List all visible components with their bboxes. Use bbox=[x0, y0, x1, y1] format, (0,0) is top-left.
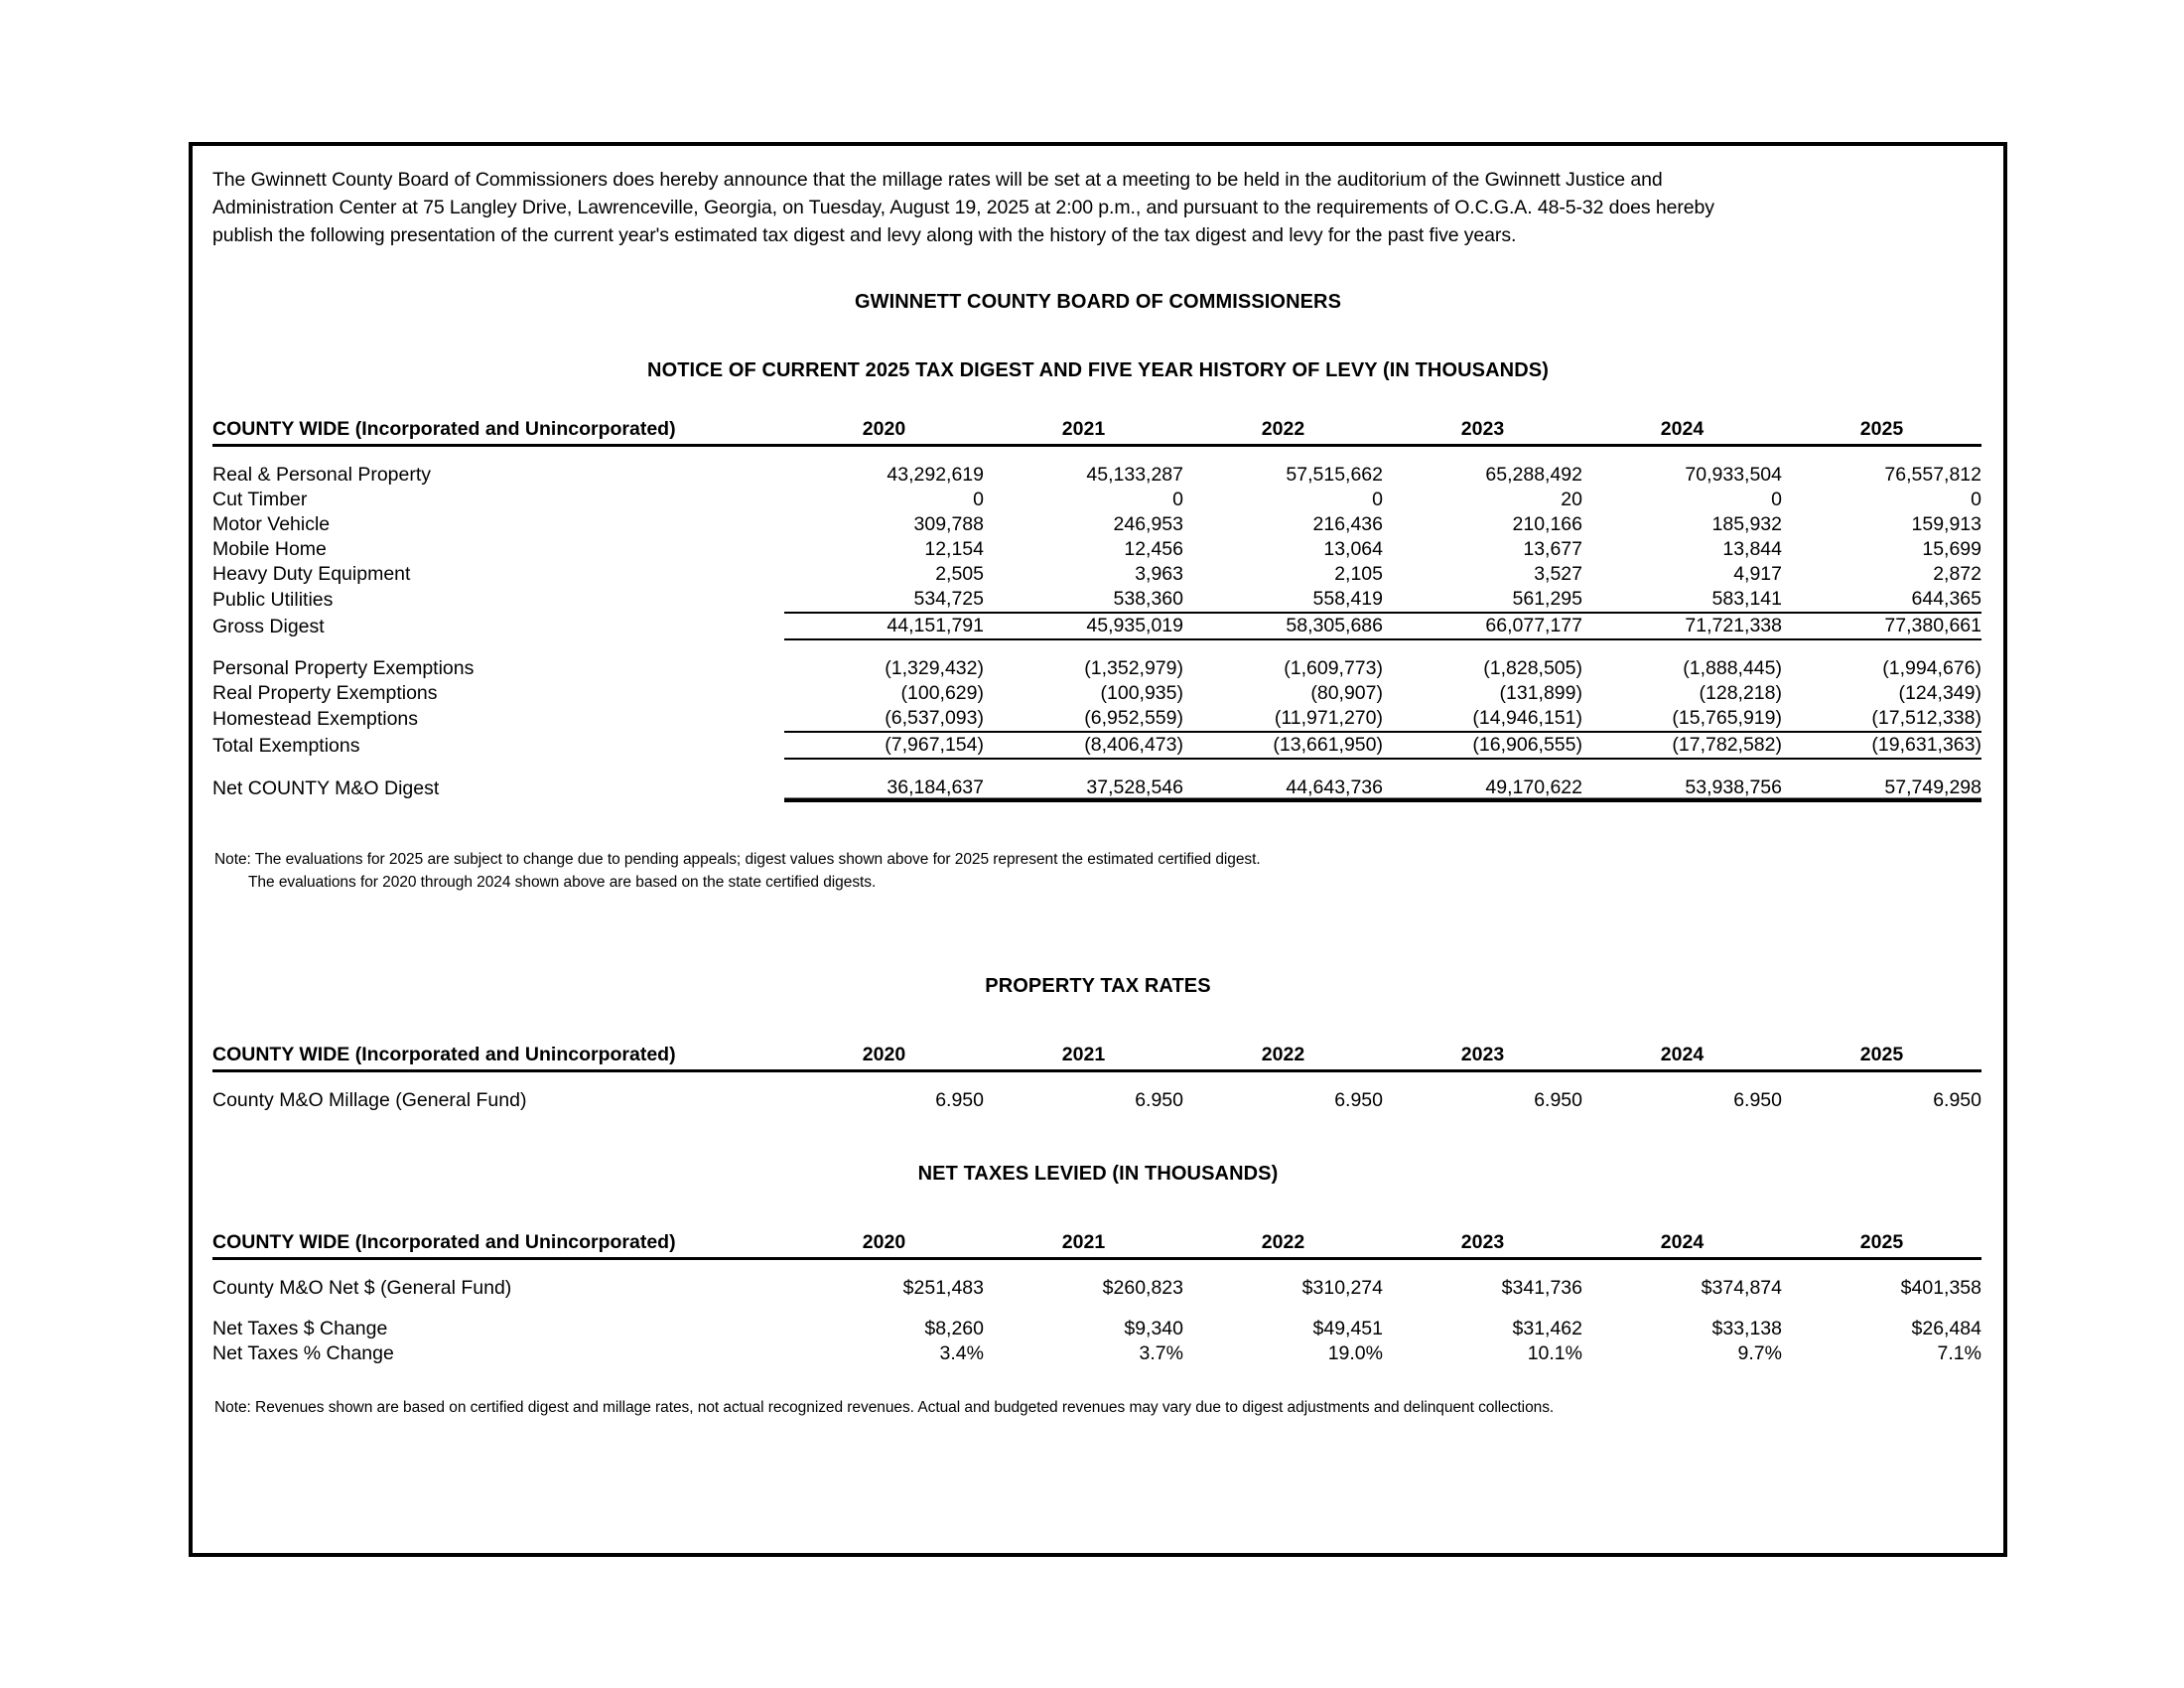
cell-heavy-duty-2022: 2,105 bbox=[1334, 563, 1383, 585]
row-label-real-personal-property: Real & Personal Property bbox=[212, 464, 432, 486]
cell-motor-vehicle-2020: 309,788 bbox=[913, 513, 984, 535]
cell-mobile-home-2024: 13,844 bbox=[1722, 538, 1782, 560]
cell-net-dollars-2024: $374,874 bbox=[1701, 1277, 1782, 1299]
cell-public-utilities-2025: 644,365 bbox=[1782, 587, 1981, 613]
cell-millage-2025: 6.950 bbox=[1933, 1089, 1981, 1111]
levy-header-year-2023: 2023 bbox=[1383, 1229, 1582, 1259]
property-tax-rates-table bbox=[212, 1042, 1981, 1113]
levy-header-year-2021: 2021 bbox=[984, 1229, 1183, 1259]
digest-header-year-2023: 2023 bbox=[1383, 416, 1582, 446]
cell-gross-digest-2022: 58,305,686 bbox=[1183, 613, 1383, 639]
cell-percent-change-2023: 10.1% bbox=[1527, 1342, 1582, 1364]
cell-gross-digest-2025: 77,380,661 bbox=[1782, 613, 1981, 639]
intro-line-1: The Gwinnett County Board of Commissioners does hereby announce that the millage rates will be set at a meeting to be held in the auditorium of the Gwinnett Justice and bbox=[212, 169, 1663, 191]
row-label-motor-vehicle: Motor Vehicle bbox=[212, 513, 331, 535]
table-row bbox=[212, 512, 1981, 537]
digest-header-year-2024: 2024 bbox=[1582, 416, 1782, 446]
cell-dollar-change-2022: $49,451 bbox=[1312, 1318, 1383, 1339]
rates-header-year-2025: 2025 bbox=[1782, 1042, 1981, 1071]
cell-cut-timber-2024: 0 bbox=[1771, 489, 1782, 510]
digest-table-header-row bbox=[212, 416, 1981, 446]
cell-pp-exempt-2021: (1,352,979) bbox=[1084, 657, 1183, 679]
cell-pp-exempt-2023: (1,828,505) bbox=[1483, 657, 1582, 679]
digest-note bbox=[203, 848, 1993, 894]
table-row-net-digest bbox=[212, 775, 1981, 801]
rates-table-header-row bbox=[212, 1042, 1981, 1071]
row-label-net-county-mo-digest: Net COUNTY M&O Digest bbox=[212, 777, 440, 799]
row-label-total-exemptions: Total Exemptions bbox=[212, 735, 360, 757]
cell-rp-exempt-2020: (100,629) bbox=[900, 682, 984, 704]
heading-board-of-commissioners: GWINNETT COUNTY BOARD OF COMMISSIONERS bbox=[854, 291, 1342, 313]
row-label-net-taxes-percent-change: Net Taxes % Change bbox=[212, 1342, 394, 1364]
cell-hs-exempt-2022: (11,971,270) bbox=[1183, 706, 1383, 732]
cell-net-digest-2023: 49,170,622 bbox=[1383, 775, 1582, 801]
cell-real-personal-2021: 45,133,287 bbox=[1086, 464, 1183, 486]
cell-rp-exempt-2023: (131,899) bbox=[1499, 682, 1582, 704]
cell-net-dollars-2023: $341,736 bbox=[1501, 1277, 1582, 1299]
tax-digest-table bbox=[212, 416, 1981, 802]
cell-hs-exempt-2024: (15,765,919) bbox=[1582, 706, 1782, 732]
tax-digest-notice-document bbox=[189, 142, 2007, 1557]
cell-pp-exempt-2024: (1,888,445) bbox=[1683, 657, 1782, 679]
cell-total-exempt-2021: (8,406,473) bbox=[984, 732, 1183, 759]
table-row bbox=[212, 681, 1981, 706]
cell-percent-change-2021: 3.7% bbox=[1139, 1342, 1183, 1364]
table-row bbox=[212, 463, 1981, 488]
levy-header-label: COUNTY WIDE (Incorporated and Unincorporated) bbox=[212, 1229, 784, 1259]
intro-line-3: publish the following presentation of the current year's estimated tax digest and levy along with the history of the tax digest and levy for the past five years. bbox=[212, 224, 1517, 246]
table-row bbox=[212, 706, 1981, 732]
cell-public-utilities-2020: 534,725 bbox=[784, 587, 984, 613]
levy-note bbox=[203, 1396, 1993, 1419]
rates-header-label: COUNTY WIDE (Incorporated and Unincorporated) bbox=[212, 1042, 784, 1071]
digest-header-year-2020: 2020 bbox=[784, 416, 984, 446]
heading-notice-title: NOTICE OF CURRENT 2025 TAX DIGEST AND FIVE YEAR HISTORY OF LEVY (IN THOUSANDS) bbox=[647, 359, 1549, 381]
rates-header-year-2023: 2023 bbox=[1383, 1042, 1582, 1071]
cell-motor-vehicle-2024: 185,932 bbox=[1711, 513, 1782, 535]
cell-cut-timber-2022: 0 bbox=[1372, 489, 1383, 510]
cell-net-dollars-2022: $310,274 bbox=[1301, 1277, 1383, 1299]
digest-header-year-2025: 2025 bbox=[1782, 416, 1981, 446]
cell-millage-2020: 6.950 bbox=[935, 1089, 984, 1111]
table-row-gross-digest bbox=[212, 613, 1981, 639]
cell-cut-timber-2023: 20 bbox=[1561, 489, 1582, 510]
levy-header-year-2025: 2025 bbox=[1782, 1229, 1981, 1259]
cell-hs-exempt-2025: (17,512,338) bbox=[1782, 706, 1981, 732]
table-row-percent-change bbox=[212, 1341, 1981, 1366]
cell-millage-2024: 6.950 bbox=[1733, 1089, 1782, 1111]
table-row-total-exemptions bbox=[212, 732, 1981, 759]
cell-dollar-change-2024: $33,138 bbox=[1711, 1318, 1782, 1339]
levy-header-year-2022: 2022 bbox=[1183, 1229, 1383, 1259]
cell-net-digest-2025: 57,749,298 bbox=[1782, 775, 1981, 801]
cell-dollar-change-2021: $9,340 bbox=[1124, 1318, 1183, 1339]
cell-heavy-duty-2025: 2,872 bbox=[1933, 563, 1981, 585]
heading-net-taxes-levied: NET TAXES LEVIED (IN THOUSANDS) bbox=[917, 1163, 1279, 1185]
cell-heavy-duty-2023: 3,527 bbox=[1534, 563, 1582, 585]
row-label-homestead-exemptions: Homestead Exemptions bbox=[212, 708, 419, 730]
cell-net-dollars-2025: $401,358 bbox=[1900, 1277, 1981, 1299]
cell-rp-exempt-2024: (128,218) bbox=[1699, 682, 1782, 704]
cell-real-personal-2020: 43,292,619 bbox=[887, 464, 984, 486]
row-label-mobile-home: Mobile Home bbox=[212, 538, 327, 560]
cell-net-digest-2022: 44,643,736 bbox=[1183, 775, 1383, 801]
net-taxes-levied-table bbox=[212, 1229, 1981, 1366]
row-label-county-mo-net-dollars: County M&O Net $ (General Fund) bbox=[212, 1277, 512, 1299]
digest-header-label: COUNTY WIDE (Incorporated and Unincorporated) bbox=[212, 416, 784, 446]
cell-hs-exempt-2021: (6,952,559) bbox=[984, 706, 1183, 732]
cell-heavy-duty-2020: 2,505 bbox=[935, 563, 984, 585]
cell-dollar-change-2023: $31,462 bbox=[1512, 1318, 1582, 1339]
cell-percent-change-2025: 7.1% bbox=[1937, 1342, 1981, 1364]
digest-note-line-2: The evaluations for 2020 through 2024 shown above are based on the state certified digests. bbox=[248, 874, 877, 891]
cell-dollar-change-2020: $8,260 bbox=[924, 1318, 984, 1339]
table-row bbox=[212, 562, 1981, 587]
cell-cut-timber-2025: 0 bbox=[1971, 489, 1981, 510]
rates-header-year-2022: 2022 bbox=[1183, 1042, 1383, 1071]
cell-gross-digest-2020: 44,151,791 bbox=[784, 613, 984, 639]
cell-total-exempt-2023: (16,906,555) bbox=[1383, 732, 1582, 759]
cell-pp-exempt-2022: (1,609,773) bbox=[1284, 657, 1383, 679]
cell-real-personal-2022: 57,515,662 bbox=[1286, 464, 1383, 486]
row-label-personal-property-exemptions: Personal Property Exemptions bbox=[212, 657, 475, 679]
cell-mobile-home-2020: 12,154 bbox=[924, 538, 984, 560]
row-label-county-mo-millage: County M&O Millage (General Fund) bbox=[212, 1089, 527, 1111]
levy-header-year-2020: 2020 bbox=[784, 1229, 984, 1259]
heading-property-tax-rates: PROPERTY TAX RATES bbox=[985, 975, 1211, 997]
cell-motor-vehicle-2021: 246,953 bbox=[1113, 513, 1183, 535]
cell-motor-vehicle-2023: 210,166 bbox=[1512, 513, 1582, 535]
rates-header-year-2020: 2020 bbox=[784, 1042, 984, 1071]
cell-public-utilities-2024: 583,141 bbox=[1582, 587, 1782, 613]
cell-percent-change-2022: 19.0% bbox=[1327, 1342, 1383, 1364]
cell-gross-digest-2023: 66,077,177 bbox=[1383, 613, 1582, 639]
cell-real-personal-2024: 70,933,504 bbox=[1685, 464, 1782, 486]
rates-header-year-2024: 2024 bbox=[1582, 1042, 1782, 1071]
cell-millage-2021: 6.950 bbox=[1135, 1089, 1183, 1111]
cell-mobile-home-2023: 13,677 bbox=[1523, 538, 1582, 560]
cell-real-personal-2023: 65,288,492 bbox=[1485, 464, 1582, 486]
levy-header-year-2024: 2024 bbox=[1582, 1229, 1782, 1259]
intro-line-2: Administration Center at 75 Langley Drive, Lawrenceville, Georgia, on Tuesday, August 19, 2025 at 2:00 p.m., and pursuant to the requirements of O.C.G.A. 48-5-32 does hereby bbox=[212, 197, 1714, 218]
cell-millage-2023: 6.950 bbox=[1534, 1089, 1582, 1111]
cell-total-exempt-2022: (13,661,950) bbox=[1183, 732, 1383, 759]
cell-public-utilities-2023: 561,295 bbox=[1383, 587, 1582, 613]
cell-hs-exempt-2020: (6,537,093) bbox=[784, 706, 984, 732]
cell-public-utilities-2022: 558,419 bbox=[1183, 587, 1383, 613]
cell-pp-exempt-2020: (1,329,432) bbox=[885, 657, 984, 679]
cell-motor-vehicle-2022: 216,436 bbox=[1312, 513, 1383, 535]
cell-net-dollars-2020: $251,483 bbox=[902, 1277, 984, 1299]
cell-motor-vehicle-2025: 159,913 bbox=[1911, 513, 1981, 535]
table-row-dollar-change bbox=[212, 1317, 1981, 1341]
digest-header-year-2021: 2021 bbox=[984, 416, 1183, 446]
cell-rp-exempt-2022: (80,907) bbox=[1310, 682, 1383, 704]
levy-table-header-row bbox=[212, 1229, 1981, 1259]
cell-total-exempt-2025: (19,631,363) bbox=[1782, 732, 1981, 759]
intro-paragraph bbox=[203, 166, 1993, 249]
cell-cut-timber-2020: 0 bbox=[973, 489, 984, 510]
table-row bbox=[212, 656, 1981, 681]
table-row bbox=[212, 488, 1981, 512]
cell-mobile-home-2021: 12,456 bbox=[1124, 538, 1183, 560]
cell-mobile-home-2022: 13,064 bbox=[1323, 538, 1383, 560]
cell-dollar-change-2025: $26,484 bbox=[1911, 1318, 1981, 1339]
row-label-net-taxes-dollar-change: Net Taxes $ Change bbox=[212, 1318, 388, 1339]
cell-hs-exempt-2023: (14,946,151) bbox=[1383, 706, 1582, 732]
digest-header-year-2022: 2022 bbox=[1183, 416, 1383, 446]
cell-percent-change-2024: 9.7% bbox=[1737, 1342, 1782, 1364]
cell-rp-exempt-2025: (124,349) bbox=[1898, 682, 1981, 704]
table-row bbox=[212, 537, 1981, 562]
cell-gross-digest-2021: 45,935,019 bbox=[984, 613, 1183, 639]
cell-heavy-duty-2024: 4,917 bbox=[1733, 563, 1782, 585]
row-label-public-utilities: Public Utilities bbox=[212, 589, 334, 611]
cell-pp-exempt-2025: (1,994,676) bbox=[1882, 657, 1981, 679]
cell-net-dollars-2021: $260,823 bbox=[1102, 1277, 1183, 1299]
table-row-net-dollars bbox=[212, 1276, 1981, 1301]
cell-total-exempt-2024: (17,782,582) bbox=[1582, 732, 1782, 759]
cell-heavy-duty-2021: 3,963 bbox=[1135, 563, 1183, 585]
cell-rp-exempt-2021: (100,935) bbox=[1100, 682, 1183, 704]
digest-note-line-1: Note: The evaluations for 2025 are subject to change due to pending appeals; digest values shown above for 2025 represent the estimated certified digest. bbox=[214, 851, 1261, 868]
levy-note-line-1: Note: Revenues shown are based on certified digest and millage rates, not actual recognized revenues. Actual and budgeted revenues may vary due to digest adjustments and delinquent collections. bbox=[214, 1399, 1555, 1416]
cell-public-utilities-2021: 538,360 bbox=[984, 587, 1183, 613]
cell-net-digest-2020: 36,184,637 bbox=[784, 775, 984, 801]
cell-mobile-home-2025: 15,699 bbox=[1922, 538, 1981, 560]
table-row-millage bbox=[212, 1088, 1981, 1113]
cell-percent-change-2020: 3.4% bbox=[939, 1342, 984, 1364]
row-label-heavy-duty-equipment: Heavy Duty Equipment bbox=[212, 563, 411, 585]
table-row bbox=[212, 587, 1981, 613]
cell-millage-2022: 6.950 bbox=[1334, 1089, 1383, 1111]
cell-total-exempt-2020: (7,967,154) bbox=[784, 732, 984, 759]
cell-net-digest-2024: 53,938,756 bbox=[1582, 775, 1782, 801]
cell-real-personal-2025: 76,557,812 bbox=[1884, 464, 1981, 486]
row-label-gross-digest: Gross Digest bbox=[212, 616, 325, 637]
cell-net-digest-2021: 37,528,546 bbox=[984, 775, 1183, 801]
rates-header-year-2021: 2021 bbox=[984, 1042, 1183, 1071]
cell-cut-timber-2021: 0 bbox=[1172, 489, 1183, 510]
row-label-real-property-exemptions: Real Property Exemptions bbox=[212, 682, 438, 704]
row-label-cut-timber: Cut Timber bbox=[212, 489, 308, 510]
cell-gross-digest-2024: 71,721,338 bbox=[1582, 613, 1782, 639]
